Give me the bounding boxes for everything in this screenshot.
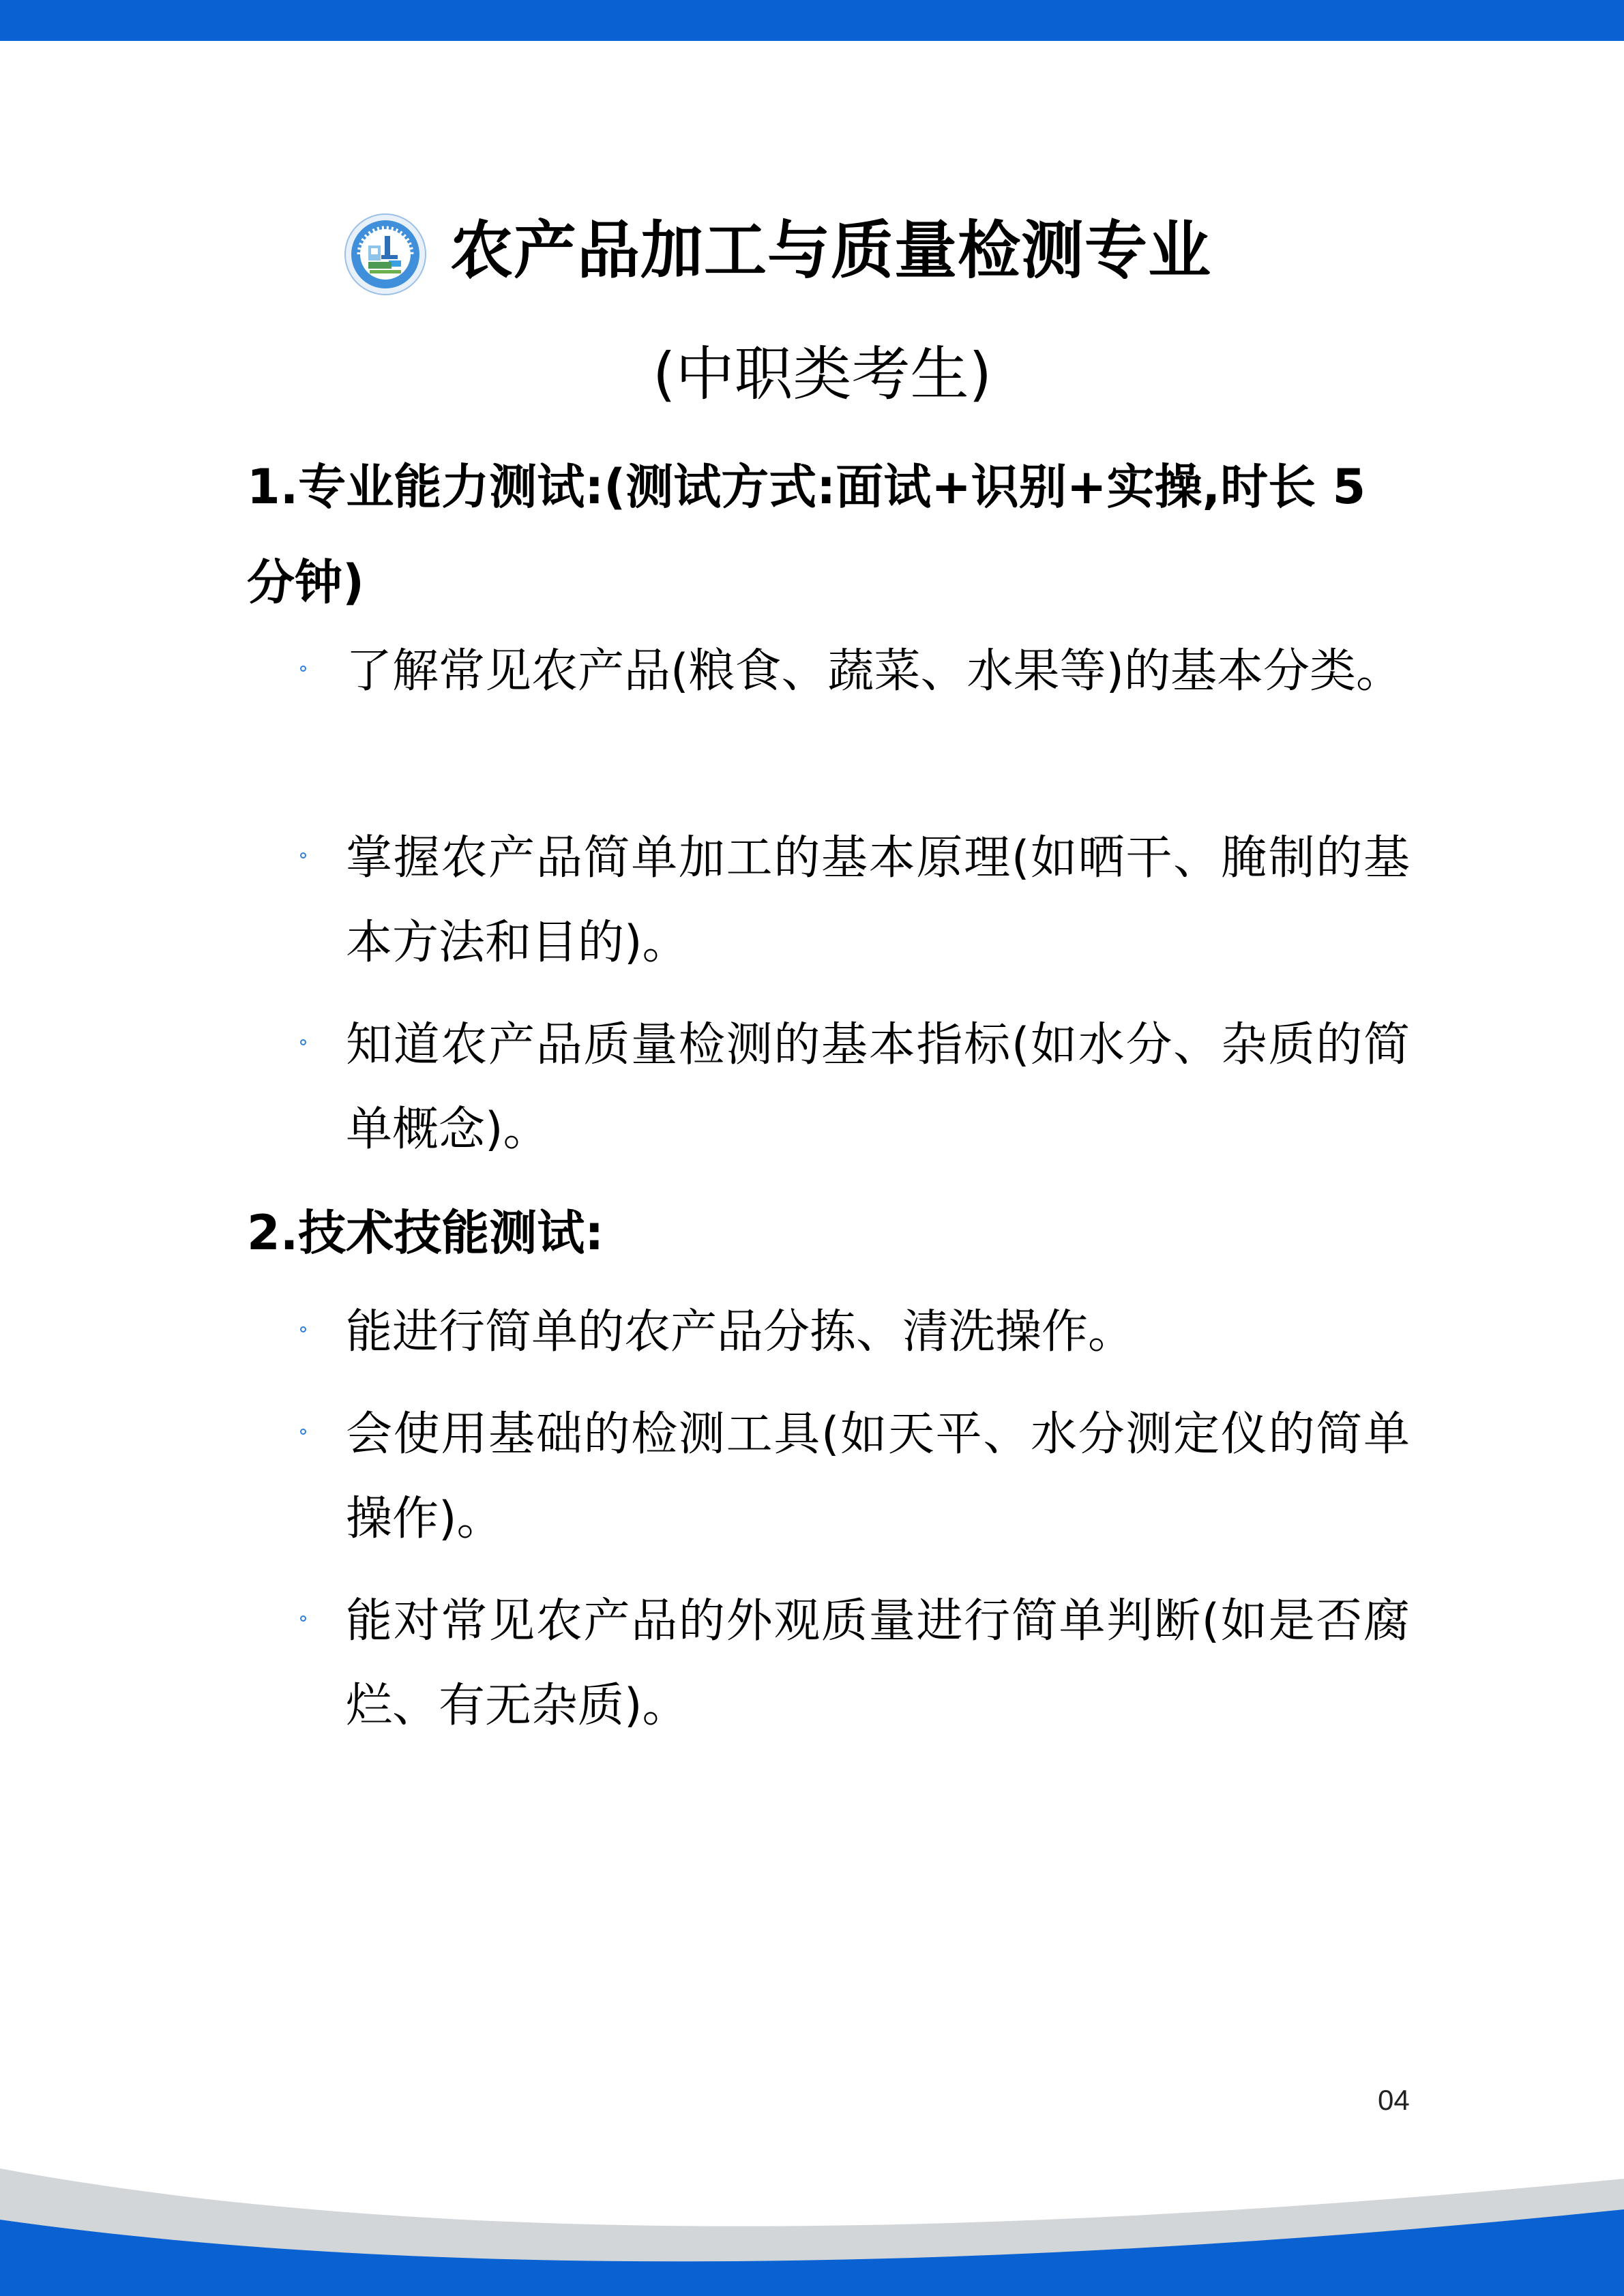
page-number: 04 [1378,2084,1410,2116]
page-title: 农产品加工与质量检测专业 [450,214,1212,287]
page-subtitle: (中职类考生) [652,340,992,408]
list-item-text: 知道农产品质量检测的基本指标(如水分、杂质的简单概念)。 [346,1018,1410,1157]
bottom-wave-decoration [0,2155,1624,2296]
bullet-icon [300,852,306,859]
section-heading: 2.技术技能测试: [247,1205,604,1261]
list-item-text: 了解常见农产品(粮食、蔬菜、水果等)的基本分类。 [346,644,1403,698]
section-heading: 1.专业能力测试:(测试方式:面试+识别+实操,时长 5 分钟) [247,459,1366,610]
list-item-text: 会使用基础的检测工具(如天平、水分测定仪的简单操作)。 [346,1407,1410,1546]
list-item-text: 能对常见农产品的外观质量进行简单判断(如是否腐烂、有无杂质)。 [346,1594,1410,1733]
top-banner-bar [0,0,1624,41]
list-item-text: 掌握农产品简单加工的基本原理(如晒干、腌制的基本方法和目的)。 [346,831,1410,970]
bullet-icon [300,666,306,672]
school-emblem-icon [344,213,427,296]
bullet-icon [300,1039,306,1045]
bullet-icon [300,1615,306,1622]
bullet-icon [300,1326,306,1332]
list-item-text: 能进行简单的农产品分拣、清洗操作。 [346,1305,1135,1359]
bullet-icon [300,1429,306,1435]
